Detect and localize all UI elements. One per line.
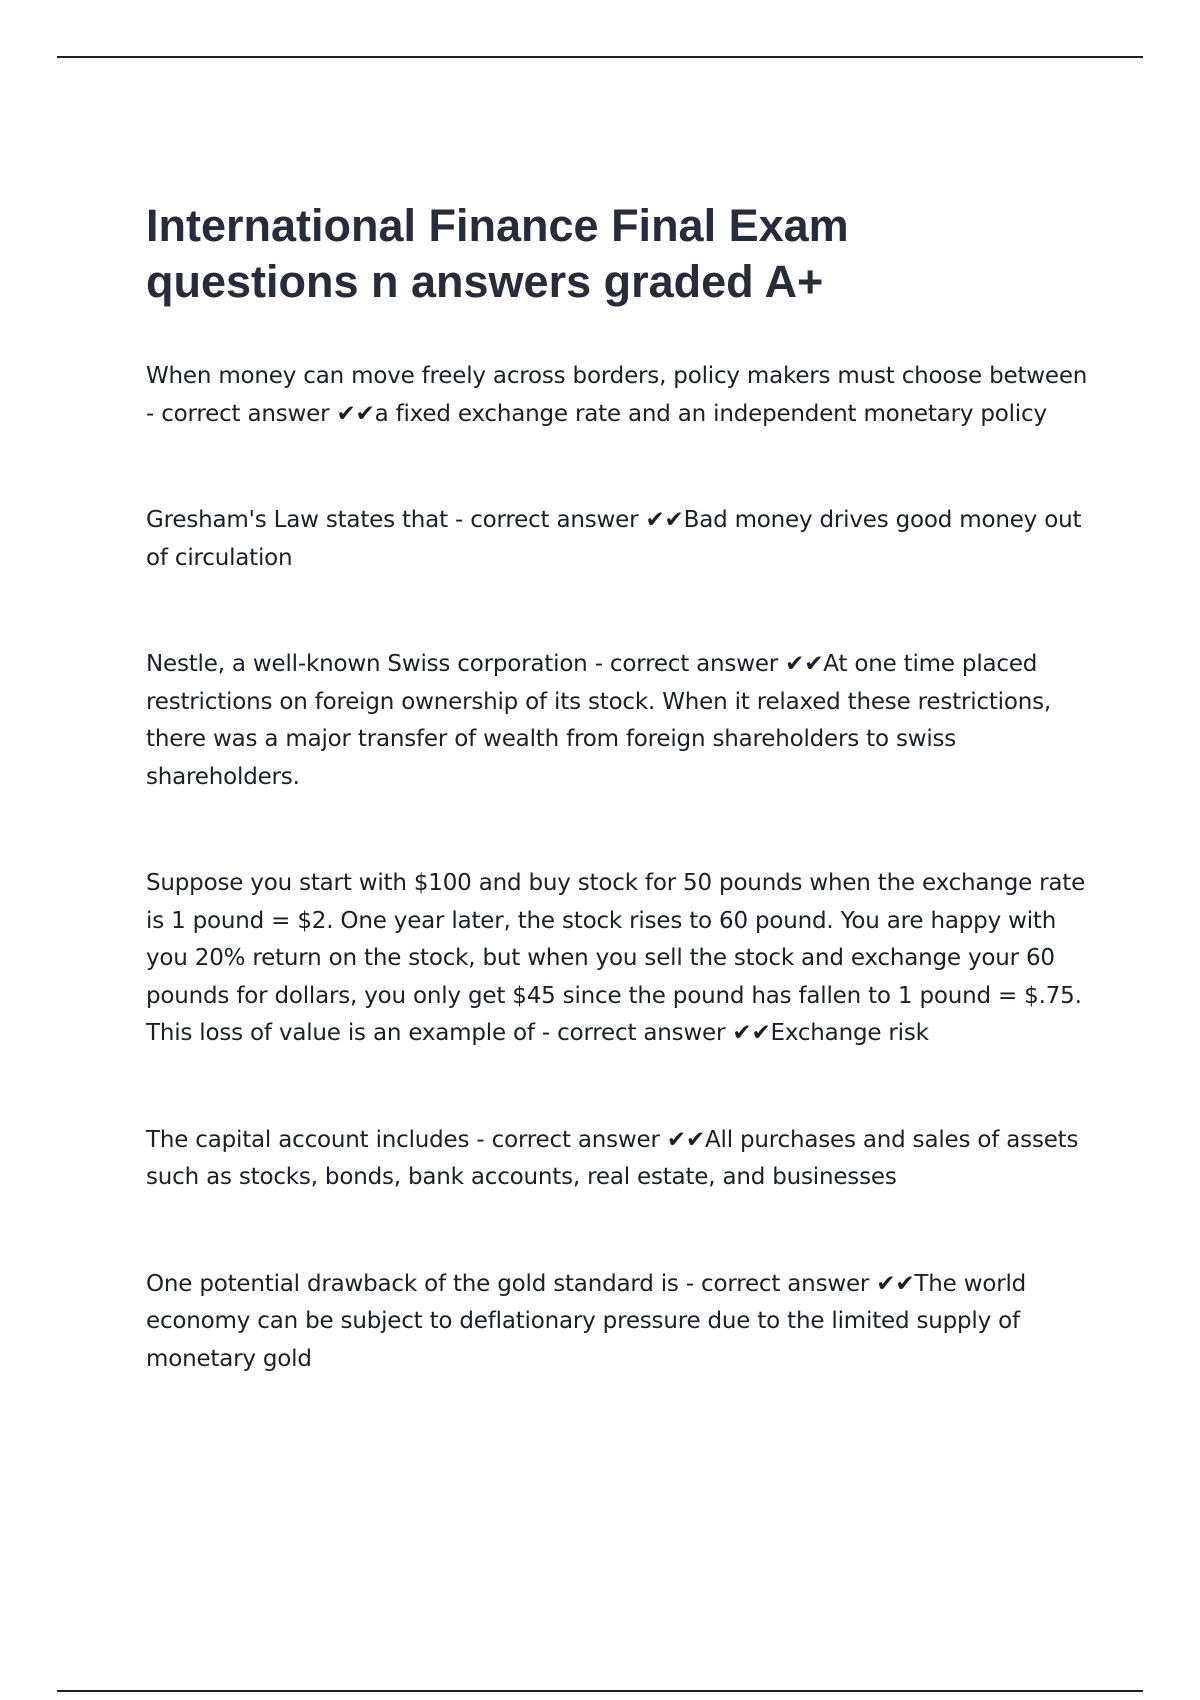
top-divider [57, 56, 1143, 58]
answer-text: The world economy can be subject to deflationary pressure due to the limited supply of monetary gold [146, 1270, 1027, 1372]
qa-item [146, 1122, 1101, 1197]
answer-marker: correct answer ✔✔ [470, 507, 684, 533]
answer-marker: correct answer ✔✔ [609, 651, 824, 677]
qa-item [146, 1266, 1101, 1379]
question-text: When money can move freely across borders, policy makers must choose between - [146, 363, 1087, 427]
qa-list [146, 358, 1101, 1378]
answer-marker: correct answer ✔✔ [161, 400, 375, 427]
page-title: International Finance Final Exam questions n answers graded A+ [146, 200, 849, 307]
question-text: One potential drawback of the gold standard is - [146, 1271, 701, 1297]
answer-marker: correct answer ✔✔ [701, 1270, 915, 1297]
answer-text: a fixed exchange rate and an independent monetary policy [374, 400, 1047, 427]
question-text: Suppose you start with $100 and buy stock for 50 pounds when the exchange rate is 1 pound = $2. One year later, the stock rises to 60 pound. You are happy with you 20% return on the stock, but when you sell the stock and exchange your 60 pounds for dollars, you only get $45 since the pound has fallen to 1 pound = $.75. This loss of value is an example of - [146, 870, 1085, 1046]
qa-item [146, 502, 1101, 577]
question-text: Nestle, a well-known Swiss corporation - [146, 651, 610, 677]
answer-text: At one time placed restrictions on foreign ownership of its stock. When it relaxed these restrictions, there was a major transfer of wealth from foreign shareholders to swiss shareholders. [146, 651, 1051, 790]
answer-text: Exchange risk [770, 1020, 929, 1046]
question-text: Gresham's Law states that - [146, 507, 470, 533]
qa-item [146, 646, 1101, 796]
qa-item [146, 865, 1101, 1053]
document-body [146, 198, 1101, 1447]
bottom-divider [57, 1690, 1143, 1692]
answer-marker: correct answer ✔✔ [557, 1020, 771, 1046]
answer-text: Bad money drives good money out of circulation [146, 507, 1082, 571]
question-text: The capital account includes - [146, 1127, 492, 1153]
answer-marker: correct answer ✔✔ [491, 1126, 705, 1153]
answer-text: All purchases and sales of assets such as stocks, bonds, bank accounts, real estate, and businesses [146, 1126, 1079, 1190]
qa-item [146, 358, 1101, 433]
